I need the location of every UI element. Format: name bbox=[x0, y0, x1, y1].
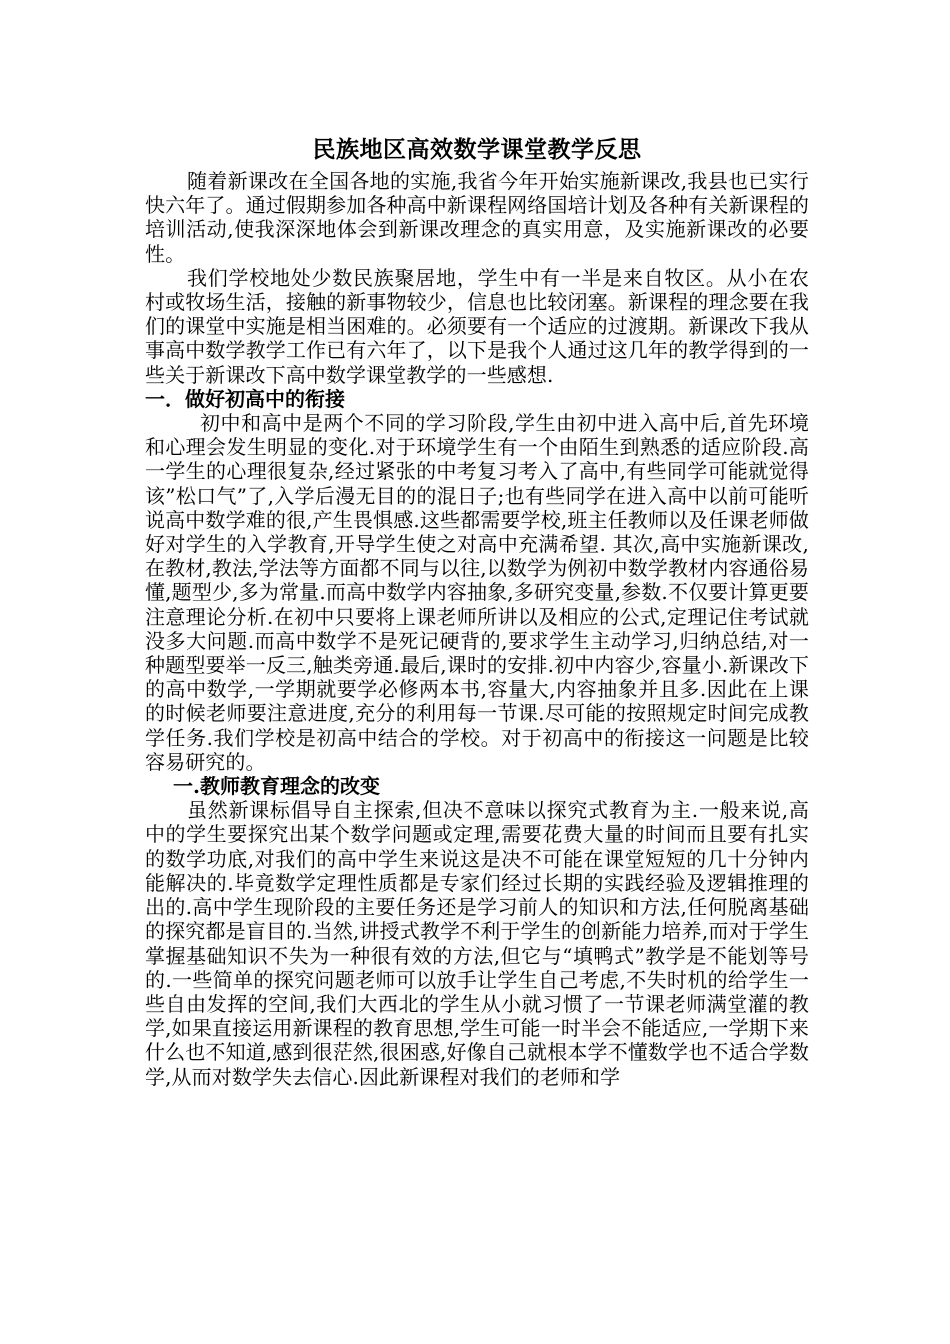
paragraph-intro: 随着新课改在全国各地的实施,我省今年开始实施新课改,我县也已实行快六年了。通过假期参加各种高中新课程网络国培计划及各种有关新课程的培训活动,使我深深地体会到新课改理念的真实用意，及实施新课改的必要性。 bbox=[145, 169, 809, 266]
paragraph-background: 我们学校地处少数民族聚居地，学生中有一半是来自牧区。从小在农村或牧场生活，接触的新事物较少，信息也比较闭塞。新课程的理念要在我们的课堂中实施是相当困难的。必须要有一个适应的过渡期。新课改下我从事高中数学教学工作已有六年了，以下是我个人通过这几年的教学得到的一些关于新课改下高中数学课堂教学的一些感想. bbox=[145, 265, 809, 387]
section-heading-transition: 一．做好初高中的衔接 bbox=[145, 386, 345, 411]
document-title: 民族地区高效数学课堂教学反思 bbox=[312, 136, 642, 163]
section-heading-teaching-philosophy: 一.教师教育理念的改变 bbox=[173, 774, 380, 799]
paragraph-teaching-philosophy: 虽然新课标倡导自主探索,但决不意味以探究式教育为主.一般来说,高中的学生要探究出某个数学问题或定理,需要花费大量的时间而且要有扎实的数学功底,对我们的高中学生来说这是决不可能在课堂短短的几十分钟内能解决的.毕竟数学定理性质都是专家们经过长期的实践经验及逻辑推理的出的.高中学生现阶段的主要任务还是学习前人的知识和方法,任何脱离基础的探究都是盲目的.当然,讲授式教学不利于学生的创新能力培养,而对于学生掌握基础知识不失为一种很有效的方法,但它与“填鸭式”教学是不能划等号的.一些简单的探究问题老师可以放手让学生自己考虑,不失时机的给学生一些自由发挥的空间,我们大西北的学生从小就习惯了一节课老师满堂灌的教学,如果直接运用新课程的教育思想,学生可能一时半会不能适应,一学期下来什么也不知道,感到很茫然,很困惑,好像自己就根本学不懂数学也不适合学数学,从而对数学失去信心.因此新课程对我们的老师和学 bbox=[145, 798, 809, 1089]
document-body bbox=[145, 134, 809, 1089]
paragraph-transition: 初中和高中是两个不同的学习阶段,学生由初中进入高中后,首先环境和心理会发生明显的变化.对于环境学生有一个由陌生到熟悉的适应阶段.高一学生的心理很复杂,经过紧张的中考复习考入了高中,有些同学可能就觉得该”松口气”了,入学后漫无目的的混日子;也有些同学在进入高中以前可能听说高中数学难的很,产生畏惧感.这些都需要学校,班主任教师以及任课老师做好对学生的入学教育,开导学生使之对高中充满希望. 其次,高中实施新课改,在教材,教法,学法等方面都不同与以往,以数学为例初中数学教材内容通俗易懂,题型少,多为常量.而高中数学内容抽象,多研究变量,参数.不仅要计算更要注意理论分析.在初中只要将上课老师所讲以及相应的公式,定理记住考试就没多大问题.而高中数学不是死记硬背的,要求学生主动学习,归纳总结,对一种题型要举一反三,触类旁通.最后,课时的安排.初中内容少,容量小.新课改下的高中数学,一学期就要学必修两本书,容量大,内容抽象并且多.因此在上课的时候老师要注意进度,充分的利用每一节课.尽可能的按照规定时间完成教学任务.我们学校是初高中结合的学校。对于初高中的衔接这一问题是比较容易研究的。 bbox=[145, 411, 809, 774]
